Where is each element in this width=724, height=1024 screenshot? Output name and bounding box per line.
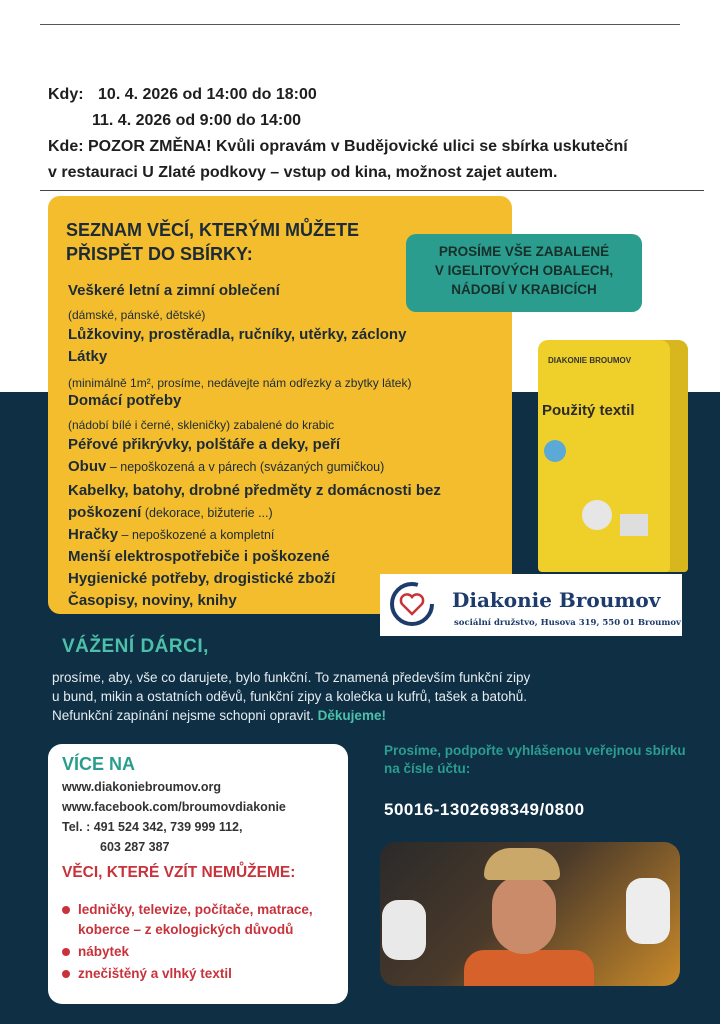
face-shape — [492, 876, 556, 954]
donors-title: VÁŽENÍ DÁRCI, — [62, 636, 209, 657]
shirt-shape — [464, 950, 594, 986]
list-item: Lůžkoviny, prostěradla, ručníky, utěrky, záclony — [68, 326, 407, 343]
list-item: poškození (dekorace, bižuterie ...) — [68, 504, 273, 521]
list-item: Domácí potřeby — [68, 392, 182, 409]
list-item: Menší elektrospotřebiče i poškozené — [68, 548, 330, 565]
event-where-line-1: Kde: POZOR ZMĚNA! Kvůli opravám v Budějovické ulici se sbírka uskuteční — [48, 138, 628, 155]
event-when-line-1 — [48, 86, 317, 104]
bullet-icon — [62, 970, 70, 978]
packing-notice-line-3: NÁDOBÍ V KRABICÍCH — [451, 282, 597, 297]
not-accepted-title: VĚCI, KTERÉ VZÍT NEMŮŽEME: — [62, 864, 296, 881]
bank-account-number: 50016-1302698349/0800 — [384, 800, 585, 819]
container-sticker-icon — [582, 500, 612, 530]
event-where-line-2: v restauraci U Zlaté podkovy – vstup od kina, možnost zajet autem. — [48, 164, 558, 181]
heart-logo-icon — [388, 580, 436, 628]
list-item: Látky — [68, 348, 108, 365]
packing-notice — [406, 234, 642, 312]
facebook-link[interactable]: www.facebook.com/broumovdiakonie — [62, 800, 286, 814]
volunteer-photo — [380, 842, 680, 986]
event-date-2: 11. 4. 2026 od 9:00 do 14:00 — [92, 112, 302, 129]
phone-numbers-2: 603 287 387 — [100, 840, 170, 854]
not-accepted-item-continued: koberce – z ekologických důvodů — [78, 922, 294, 937]
logo-name: Diakonie Broumov — [452, 588, 661, 612]
list-item: Obuv – nepoškozená a v párech (svázaných gumičkou) — [68, 458, 385, 475]
packing-notice-line-2: V IGELITOVÝCH OBALECH, — [434, 263, 614, 278]
container-sticker-icon — [544, 440, 566, 462]
phone-numbers: Tel. : 491 524 342, 739 999 112, — [62, 820, 243, 834]
donation-list-title — [66, 218, 426, 266]
more-info-title: VÍCE NA — [62, 754, 136, 774]
list-item: (dámské, pánské, dětské) — [68, 308, 206, 322]
list-item: (nádobí bílé i černé, skleničky) zabalené do krabic — [68, 418, 335, 432]
thanks-text: Děkujeme! — [317, 708, 386, 723]
list-item: Časopisy, noviny, knihy — [68, 592, 237, 609]
bullet-icon — [62, 948, 70, 956]
container-label: Použitý textil — [542, 402, 635, 419]
logo-subtitle: sociální družstvo, Husova 319, 550 01 Broumov — [454, 618, 681, 628]
glove-right-icon — [626, 878, 670, 944]
not-accepted-item: ledničky, televize, počítače, matrace, — [62, 902, 313, 917]
bullet-icon — [62, 906, 70, 914]
diakonie-logo — [380, 574, 682, 636]
list-item: Kabelky, batohy, drobné předměty z domácnosti bez — [68, 482, 441, 499]
donation-appeal-text: Prosíme, podpořte vyhlášenou veřejnou sbírku na čísle účtu: — [384, 743, 686, 776]
website-link[interactable]: www.diakoniebroumov.org — [62, 780, 222, 794]
glove-left-icon — [382, 900, 426, 960]
container-sticker-icon — [620, 514, 648, 536]
donors-text-line-3: Nefunkční zapínání nejsme schopni opravit. Děkujeme! — [52, 708, 386, 723]
event-date-1: 10. 4. 2026 od 14:00 do 18:00 — [98, 86, 317, 103]
not-accepted-item: znečištěný a vlhký textil — [62, 966, 232, 981]
packing-notice-line-1: PROSÍME VŠE ZABALENÉ — [438, 244, 610, 259]
not-accepted-item: nábytek — [62, 944, 129, 959]
middle-divider — [40, 190, 704, 191]
donors-text-line-2: u bund, mikin a ostatních oděvů, funkční zipy a kolečka u kufrů, tašek a batohů. — [52, 689, 528, 704]
top-divider — [40, 24, 680, 25]
donors-text-line-1: prosíme, aby, vše co darujete, bylo funkční. To znamená především funkční zipy — [52, 670, 531, 685]
list-item: Péřové přikrývky, polštáře a deky, peří — [68, 436, 341, 453]
textile-container-image — [538, 340, 688, 572]
list-item: (minimálně 1m², prosíme, nedávejte nám odřezky a zbytky látek) — [68, 376, 412, 390]
donation-list-title-line-2: PŘISPĚT DO SBÍRKY: — [66, 244, 253, 264]
container-brand: DIAKONIE BROUMOV — [548, 356, 632, 365]
donation-list-title-line-1: SEZNAM VĚCÍ, KTERÝMI MŮŽETE — [66, 220, 360, 240]
when-label: Kdy: — [48, 86, 84, 103]
list-item: Hygienické potřeby, drogistické zboží — [68, 570, 336, 587]
list-item: Veškeré letní a zimní oblečení — [68, 282, 280, 299]
list-item: Hračky – nepoškozené a kompletní — [68, 526, 275, 543]
hat-shape — [484, 848, 560, 880]
